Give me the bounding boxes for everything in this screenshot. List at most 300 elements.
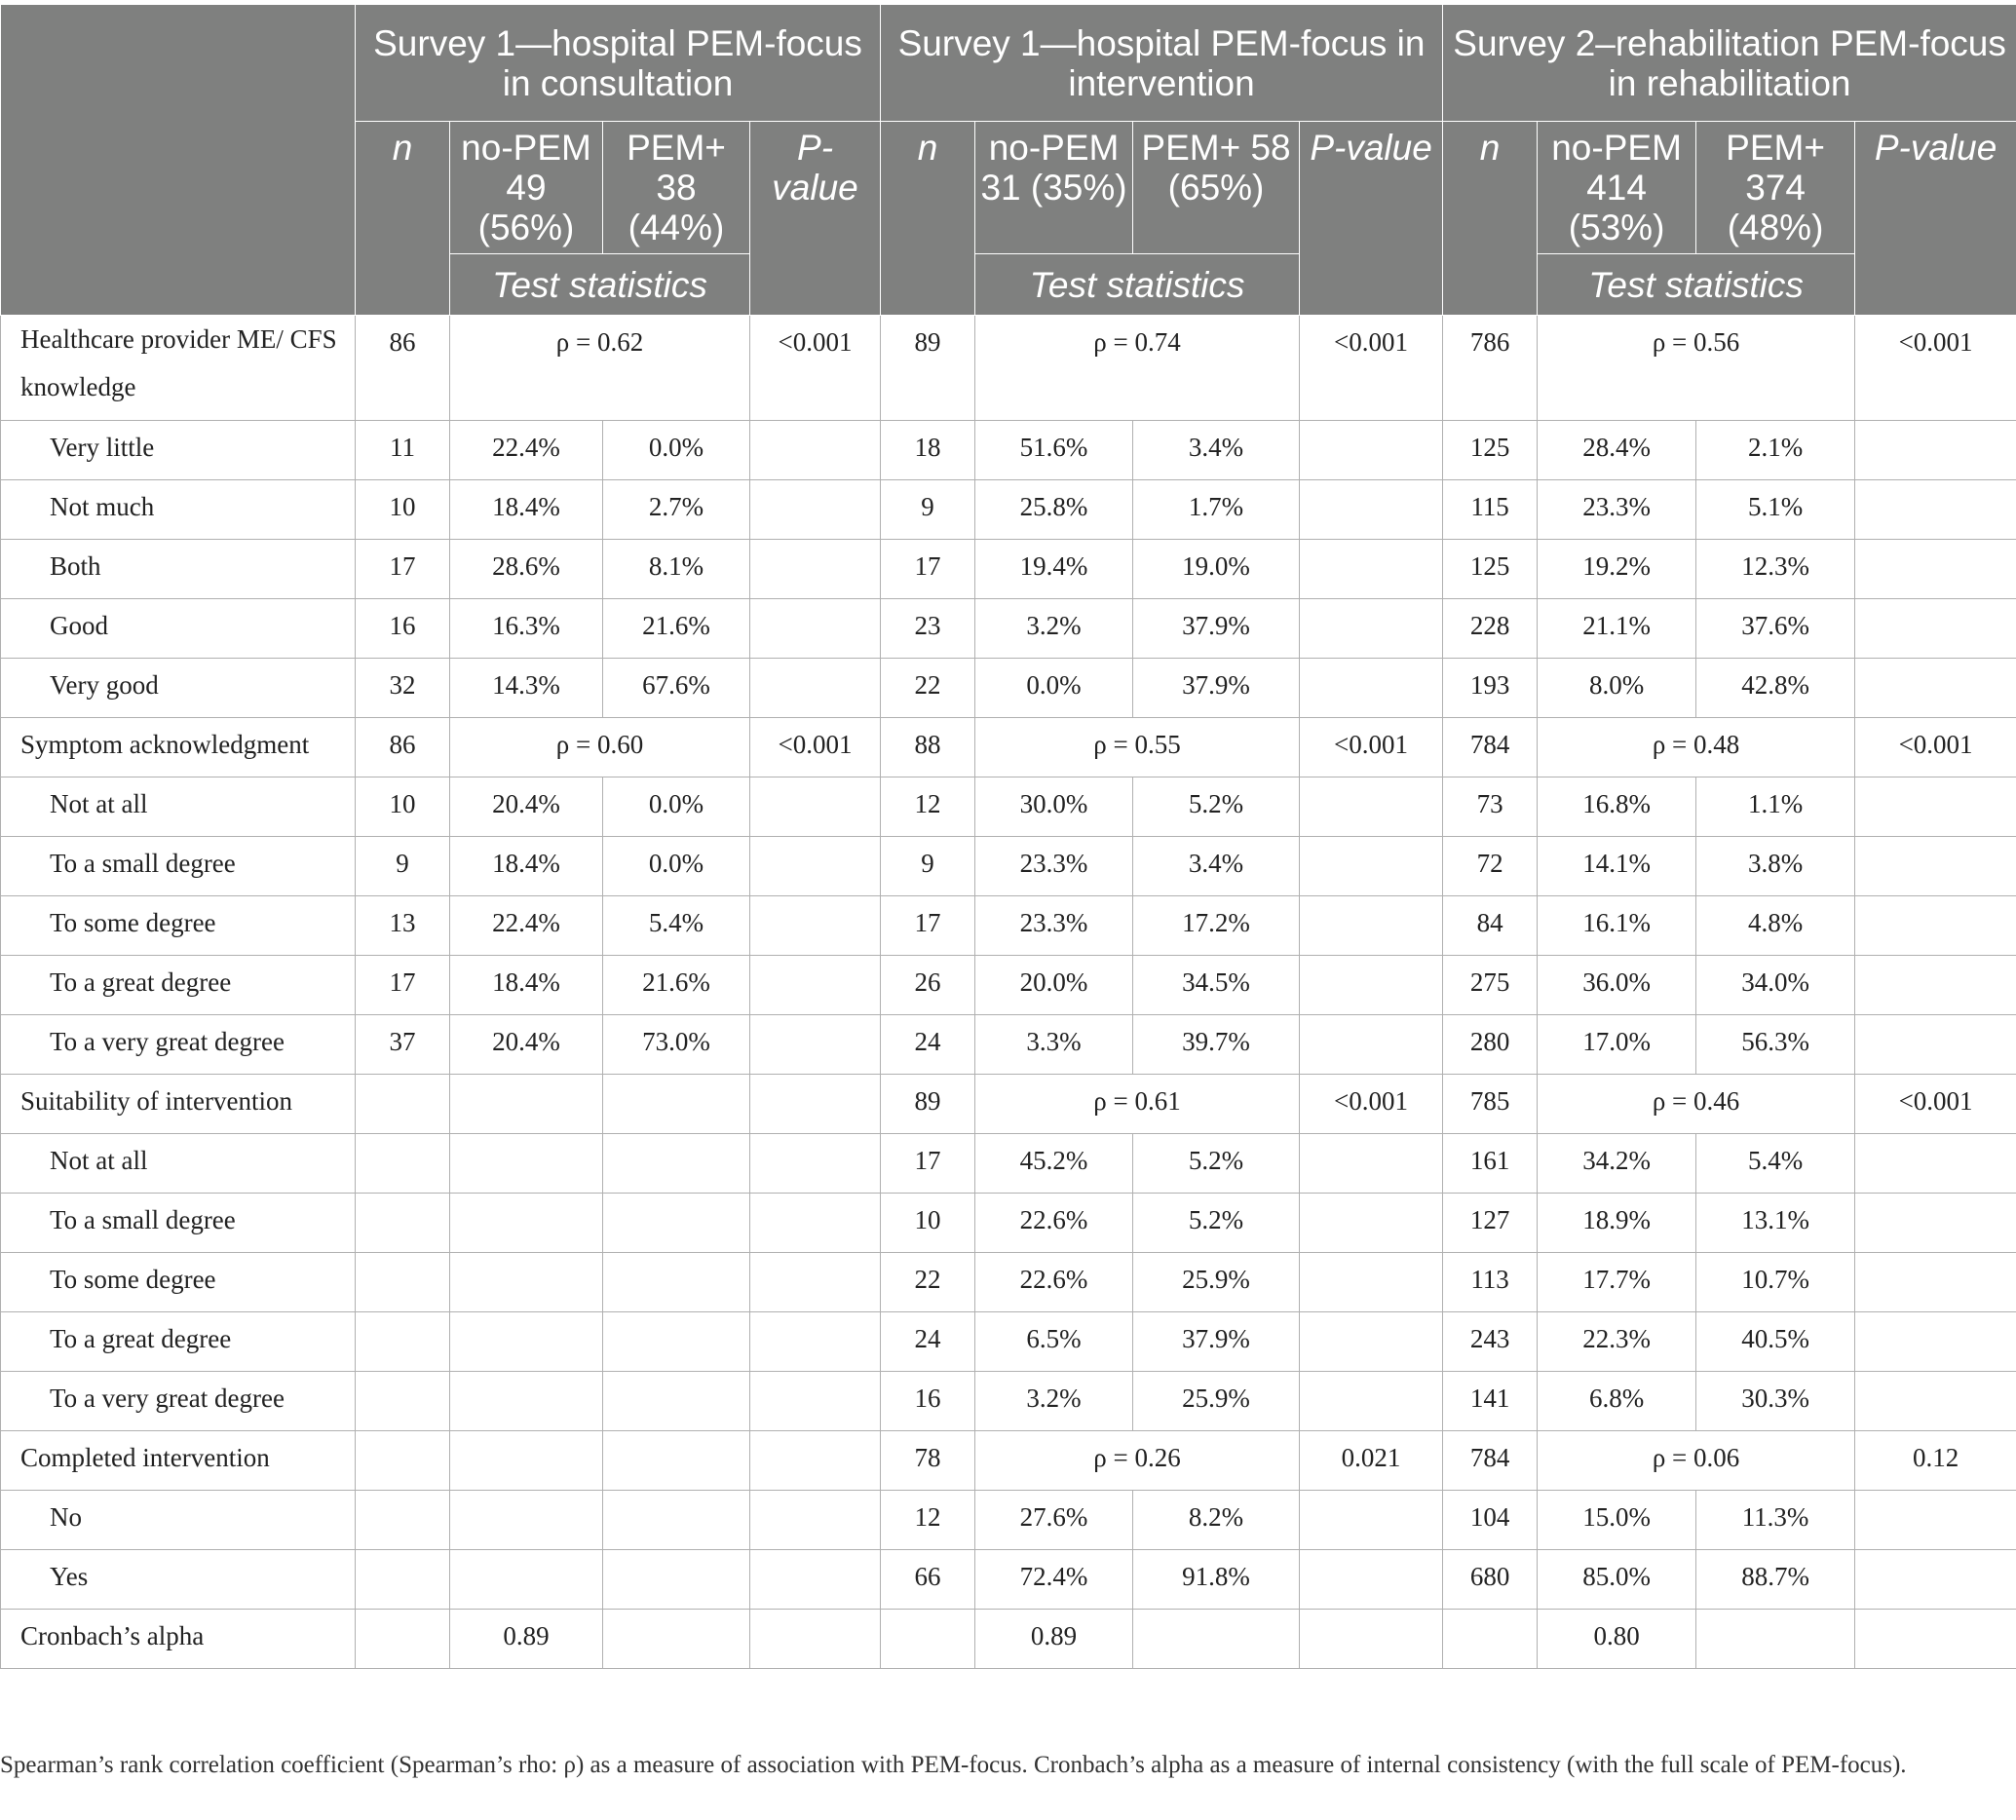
table-cell: 17.2% <box>1133 896 1300 956</box>
table-cell: 18.4% <box>450 956 603 1015</box>
table-cell <box>450 1550 603 1610</box>
table-cell: 3.8% <box>1696 837 1855 896</box>
col-header-nopem: no-PEM 414 (53%) <box>1538 122 1696 254</box>
table-cell: 12.3% <box>1696 540 1855 599</box>
table-cell: 19.0% <box>1133 540 1300 599</box>
table-cell: 127 <box>1443 1194 1538 1253</box>
table-cell <box>1300 1372 1443 1431</box>
table-cell <box>1300 1253 1443 1312</box>
table-cell: 23.3% <box>975 837 1133 896</box>
table-cell: 45.2% <box>975 1134 1133 1194</box>
table-cell: 28.4% <box>1538 421 1696 480</box>
table-cell: ρ = 0.62 <box>450 316 750 421</box>
group-header-intervention: Survey 1—hospital PEM-focus in intervention <box>881 5 1443 122</box>
table-cell <box>750 1075 881 1134</box>
table-cell: 14.1% <box>1538 837 1696 896</box>
col-header-nopem: no-PEM 49 (56%) <box>450 122 603 254</box>
table-cell <box>603 1134 750 1194</box>
table-row <box>1 1431 2016 1491</box>
table-cell: 32 <box>356 659 450 718</box>
table-cell: 36.0% <box>1538 956 1696 1015</box>
table-cell: 18.4% <box>450 837 603 896</box>
table-cell: 42.8% <box>1696 659 1855 718</box>
table-cell: 89 <box>881 1075 975 1134</box>
table-cell <box>1855 599 2016 659</box>
table-cell: 0.0% <box>975 659 1133 718</box>
table-cell: 17 <box>881 1134 975 1194</box>
table-cell <box>750 1372 881 1431</box>
table-cell: 21.6% <box>603 599 750 659</box>
table-cell: 9 <box>881 837 975 896</box>
group-header-rehabilitation: Survey 2–rehabilitation PEM-focus in rehabilitation <box>1443 5 2016 122</box>
table-cell <box>750 540 881 599</box>
table-cell <box>450 1372 603 1431</box>
table-cell <box>1855 421 2016 480</box>
table-cell: 37.9% <box>1133 1312 1300 1372</box>
table-cell: 86 <box>356 316 450 421</box>
table-cell <box>1855 540 2016 599</box>
table-cell: 86 <box>356 718 450 777</box>
table-cell: 5.2% <box>1133 1134 1300 1194</box>
row-label: Very little <box>1 421 356 480</box>
row-label: Cronbach’s alpha <box>1 1610 356 1669</box>
table-cell <box>1855 1253 2016 1312</box>
table-cell: 113 <box>1443 1253 1538 1312</box>
table-cell: 104 <box>1443 1491 1538 1550</box>
row-label: Not at all <box>1 777 356 837</box>
table-cell <box>1300 480 1443 540</box>
table-cell: 12 <box>881 777 975 837</box>
table-cell <box>356 1550 450 1610</box>
table-cell: ρ = 0.26 <box>975 1431 1300 1491</box>
table-cell: 17 <box>881 540 975 599</box>
table-cell: 275 <box>1443 956 1538 1015</box>
table-cell: 16 <box>881 1372 975 1431</box>
table-cell: 72 <box>1443 837 1538 896</box>
table-row <box>1 480 2016 540</box>
table-cell: 20.4% <box>450 777 603 837</box>
col-header-pvalue <box>750 122 881 316</box>
row-label: To some degree <box>1 896 356 956</box>
table-cell: 22 <box>881 659 975 718</box>
table-row <box>1 1312 2016 1372</box>
table-cell: <0.001 <box>1855 718 2016 777</box>
table-cell: 24 <box>881 1015 975 1075</box>
table-cell <box>750 837 881 896</box>
table-cell: 125 <box>1443 421 1538 480</box>
table-cell: 785 <box>1443 1075 1538 1134</box>
table-cell: 37.9% <box>1133 659 1300 718</box>
table-cell: 0.12 <box>1855 1431 2016 1491</box>
col-header-n: n <box>356 122 450 316</box>
col-header-n: n <box>881 122 975 316</box>
table-cell: 0.0% <box>603 837 750 896</box>
table-cell: 18.4% <box>450 480 603 540</box>
table-cell <box>1855 837 2016 896</box>
table-cell: 784 <box>1443 718 1538 777</box>
table-cell: 125 <box>1443 540 1538 599</box>
table-cell: 25.9% <box>1133 1253 1300 1312</box>
row-label: To a small degree <box>1 1194 356 1253</box>
table-cell <box>1300 1134 1443 1194</box>
table-cell <box>603 1491 750 1550</box>
table-cell: 28.6% <box>450 540 603 599</box>
table-cell: 22.4% <box>450 896 603 956</box>
table-cell: 20.0% <box>975 956 1133 1015</box>
table-cell: 22.3% <box>1538 1312 1696 1372</box>
test-statistics-header: Test statistics <box>450 254 750 316</box>
table-cell: 23 <box>881 599 975 659</box>
table-cell: ρ = 0.74 <box>975 316 1300 421</box>
table-cell: <0.001 <box>750 316 881 421</box>
table-cell: 3.2% <box>975 1372 1133 1431</box>
table-cell <box>1133 1610 1300 1669</box>
table-cell: 88 <box>881 718 975 777</box>
table-cell <box>603 1075 750 1134</box>
table-cell: 30.0% <box>975 777 1133 837</box>
table-cell <box>450 1253 603 1312</box>
table-cell <box>1300 837 1443 896</box>
row-label: Not at all <box>1 1134 356 1194</box>
table-row <box>1 1194 2016 1253</box>
table-cell <box>750 956 881 1015</box>
table-cell: 37.6% <box>1696 599 1855 659</box>
table-cell <box>1300 599 1443 659</box>
table-cell <box>750 421 881 480</box>
table-cell <box>603 1550 750 1610</box>
table-row <box>1 1372 2016 1431</box>
table-cell: 73 <box>1443 777 1538 837</box>
table-cell <box>356 1194 450 1253</box>
table-cell <box>356 1312 450 1372</box>
table-cell <box>1696 1610 1855 1669</box>
table-row <box>1 1550 2016 1610</box>
table-cell: 22 <box>881 1253 975 1312</box>
table-cell: 161 <box>1443 1134 1538 1194</box>
table-cell: 16.1% <box>1538 896 1696 956</box>
col-header-pemplus: PEM+ 38 (44%) <box>603 122 750 254</box>
table-cell: 3.4% <box>1133 421 1300 480</box>
table-cell <box>1855 1312 2016 1372</box>
table-cell: <0.001 <box>1300 1075 1443 1134</box>
table-cell: 78 <box>881 1431 975 1491</box>
table-cell <box>750 1015 881 1075</box>
table-cell: 18.9% <box>1538 1194 1696 1253</box>
table-cell <box>1300 896 1443 956</box>
table-cell: 25.9% <box>1133 1372 1300 1431</box>
table-cell: 21.1% <box>1538 599 1696 659</box>
table-cell <box>750 480 881 540</box>
table-cell: 20.4% <box>450 1015 603 1075</box>
table-cell <box>450 1194 603 1253</box>
table-cell: 91.8% <box>1133 1550 1300 1610</box>
table-cell <box>356 1431 450 1491</box>
test-statistics-header: Test statistics <box>1538 254 1855 316</box>
table-cell: 5.2% <box>1133 1194 1300 1253</box>
table-cell <box>1855 1372 2016 1431</box>
table-row <box>1 956 2016 1015</box>
table-cell <box>1300 1610 1443 1669</box>
table-cell: 115 <box>1443 480 1538 540</box>
table-cell: 12 <box>881 1491 975 1550</box>
table-cell <box>603 1610 750 1669</box>
table-cell <box>750 1134 881 1194</box>
pvalue-text: P-value <box>1874 128 1997 168</box>
table-cell: 0.0% <box>603 421 750 480</box>
table-header <box>1 5 2016 316</box>
table-cell: 85.0% <box>1538 1550 1696 1610</box>
table-cell: 0.021 <box>1300 1431 1443 1491</box>
table-cell <box>1855 1015 2016 1075</box>
table-cell: 3.2% <box>975 599 1133 659</box>
table-cell <box>603 1312 750 1372</box>
table-cell: 11 <box>356 421 450 480</box>
table-cell <box>750 1312 881 1372</box>
table-cell: 0.80 <box>1538 1610 1696 1669</box>
table-cell <box>1300 1550 1443 1610</box>
table-cell <box>1300 1491 1443 1550</box>
table-cell: 4.8% <box>1696 896 1855 956</box>
table-cell: 10 <box>356 480 450 540</box>
table-cell: 18 <box>881 421 975 480</box>
table-cell <box>750 896 881 956</box>
table-cell <box>750 777 881 837</box>
table-cell <box>1443 1610 1538 1669</box>
col-header-pvalue <box>1855 122 2016 316</box>
table-cell: 5.2% <box>1133 777 1300 837</box>
pvalue-text: P-value <box>772 128 858 208</box>
table-cell: 56.3% <box>1696 1015 1855 1075</box>
table-cell <box>603 1372 750 1431</box>
table-cell: 3.4% <box>1133 837 1300 896</box>
table-cell <box>1300 540 1443 599</box>
row-label: Completed intervention <box>1 1431 356 1491</box>
table-cell: 141 <box>1443 1372 1538 1431</box>
table-cell <box>750 599 881 659</box>
row-label: Symptom acknowledgment <box>1 718 356 777</box>
table-cell: 228 <box>1443 599 1538 659</box>
table-cell <box>1300 777 1443 837</box>
table-cell <box>356 1610 450 1669</box>
table-cell: ρ = 0.61 <box>975 1075 1300 1134</box>
table-cell <box>750 1194 881 1253</box>
row-label: Both <box>1 540 356 599</box>
table-row <box>1 1075 2016 1134</box>
table-cell <box>356 1134 450 1194</box>
table-row <box>1 896 2016 956</box>
table-cell: 17 <box>356 540 450 599</box>
header-corner <box>1 5 356 316</box>
table-row <box>1 599 2016 659</box>
table-cell: 11.3% <box>1696 1491 1855 1550</box>
table-cell <box>750 1253 881 1312</box>
table-cell: ρ = 0.06 <box>1538 1431 1855 1491</box>
row-label: Very good <box>1 659 356 718</box>
row-label: Yes <box>1 1550 356 1610</box>
row-label: To a small degree <box>1 837 356 896</box>
table-cell: 13 <box>356 896 450 956</box>
col-header-nopem: no-PEM 31 (35%) <box>975 122 1133 254</box>
table-cell <box>356 1075 450 1134</box>
pvalue-text: P-value <box>1310 128 1432 168</box>
table-cell: 22.4% <box>450 421 603 480</box>
table-cell <box>1855 1610 2016 1669</box>
table-cell <box>450 1075 603 1134</box>
table-cell: 72.4% <box>975 1550 1133 1610</box>
table-cell: ρ = 0.46 <box>1538 1075 1855 1134</box>
group-header-consultation: Survey 1—hospital PEM-focus in consultation <box>356 5 881 122</box>
test-statistics-header: Test statistics <box>975 254 1300 316</box>
table-cell <box>750 1610 881 1669</box>
row-label: To a great degree <box>1 956 356 1015</box>
table-cell: 73.0% <box>603 1015 750 1075</box>
table-cell: 5.1% <box>1696 480 1855 540</box>
row-label: Not much <box>1 480 356 540</box>
table-cell: 88.7% <box>1696 1550 1855 1610</box>
table-row <box>1 316 2016 421</box>
table-cell <box>356 1491 450 1550</box>
table-footnote: Spearman’s rank correlation coefficient (Spearman’s rho: ρ) as a measure of association with PEM-focus. Cronbach’s alpha as a measure of internal consistency (with the full scale of PEM-focus). <box>0 1752 1907 1778</box>
table-cell <box>750 659 881 718</box>
table-cell: 14.3% <box>450 659 603 718</box>
table-cell: 6.8% <box>1538 1372 1696 1431</box>
table-row <box>1 1134 2016 1194</box>
table-cell <box>1300 421 1443 480</box>
table-cell: ρ = 0.56 <box>1538 316 1855 421</box>
table-cell: 17 <box>356 956 450 1015</box>
table-cell: 10 <box>881 1194 975 1253</box>
table-cell <box>750 1550 881 1610</box>
row-label: Suitability of intervention <box>1 1075 356 1134</box>
table-cell: 24 <box>881 1312 975 1372</box>
table-cell: <0.001 <box>1855 316 2016 421</box>
table-cell: 17 <box>881 896 975 956</box>
table-cell: ρ = 0.55 <box>975 718 1300 777</box>
table-row <box>1 1253 2016 1312</box>
table-cell: 8.2% <box>1133 1491 1300 1550</box>
table-cell <box>356 1372 450 1431</box>
table-row <box>1 1015 2016 1075</box>
table-cell: 37.9% <box>1133 599 1300 659</box>
table-cell: 5.4% <box>1696 1134 1855 1194</box>
table-cell: 89 <box>881 316 975 421</box>
table-cell: 15.0% <box>1538 1491 1696 1550</box>
table-cell <box>1300 1194 1443 1253</box>
table-cell: 27.6% <box>975 1491 1133 1550</box>
table-cell: 34.2% <box>1538 1134 1696 1194</box>
table-cell: 1.7% <box>1133 480 1300 540</box>
table-cell: 66 <box>881 1550 975 1610</box>
table-cell <box>750 1491 881 1550</box>
table-cell: 0.89 <box>450 1610 603 1669</box>
table-cell: <0.001 <box>750 718 881 777</box>
table-cell: 51.6% <box>975 421 1133 480</box>
table-cell <box>1855 777 2016 837</box>
table-cell: 3.3% <box>975 1015 1133 1075</box>
header-row-groups <box>1 5 2016 122</box>
table-row <box>1 777 2016 837</box>
table-cell <box>1855 896 2016 956</box>
table-cell: 280 <box>1443 1015 1538 1075</box>
table-cell: 786 <box>1443 316 1538 421</box>
table-row <box>1 1610 2016 1669</box>
table-cell <box>450 1491 603 1550</box>
table-cell: 26 <box>881 956 975 1015</box>
table-cell <box>1300 956 1443 1015</box>
table-cell: 9 <box>356 837 450 896</box>
table-cell <box>1855 1491 2016 1550</box>
col-header-n: n <box>1443 122 1538 316</box>
table-cell <box>603 1431 750 1491</box>
table-cell: 40.5% <box>1696 1312 1855 1372</box>
table-cell: 19.2% <box>1538 540 1696 599</box>
table-cell: 6.5% <box>975 1312 1133 1372</box>
row-label: To a very great degree <box>1 1015 356 1075</box>
col-header-pemplus: PEM+ 374 (48%) <box>1696 122 1855 254</box>
table-cell: 8.1% <box>603 540 750 599</box>
table-cell: 680 <box>1443 1550 1538 1610</box>
table-cell: 84 <box>1443 896 1538 956</box>
table-cell <box>1855 1194 2016 1253</box>
table-body <box>1 316 2016 1669</box>
table-cell <box>603 1253 750 1312</box>
table-cell: 0.0% <box>603 777 750 837</box>
row-label: To a very great degree <box>1 1372 356 1431</box>
row-label: To some degree <box>1 1253 356 1312</box>
col-header-pvalue <box>1300 122 1443 316</box>
table-cell: 16 <box>356 599 450 659</box>
table-cell: 37 <box>356 1015 450 1075</box>
table-cell: 2.7% <box>603 480 750 540</box>
table-cell <box>1300 1015 1443 1075</box>
table-cell: 2.1% <box>1696 421 1855 480</box>
table-row <box>1 718 2016 777</box>
table-cell <box>1855 659 2016 718</box>
table-cell <box>450 1312 603 1372</box>
table-cell: 193 <box>1443 659 1538 718</box>
table-cell: 0.89 <box>975 1610 1133 1669</box>
table-cell: 17.7% <box>1538 1253 1696 1312</box>
table-cell: 19.4% <box>975 540 1133 599</box>
table-row <box>1 421 2016 480</box>
table-cell <box>450 1134 603 1194</box>
table-row <box>1 659 2016 718</box>
table-cell: ρ = 0.60 <box>450 718 750 777</box>
table-cell: 34.5% <box>1133 956 1300 1015</box>
table-cell: 23.3% <box>975 896 1133 956</box>
table-cell: 243 <box>1443 1312 1538 1372</box>
table-cell: 9 <box>881 480 975 540</box>
table-cell: 10 <box>356 777 450 837</box>
table-cell: 30.3% <box>1696 1372 1855 1431</box>
row-label: Good <box>1 599 356 659</box>
table-cell: 784 <box>1443 1431 1538 1491</box>
table-cell: <0.001 <box>1300 316 1443 421</box>
row-label: No <box>1 1491 356 1550</box>
table-cell: 8.0% <box>1538 659 1696 718</box>
table-cell: 23.3% <box>1538 480 1696 540</box>
table-cell <box>450 1431 603 1491</box>
table-cell: ρ = 0.48 <box>1538 718 1855 777</box>
table-cell: 34.0% <box>1696 956 1855 1015</box>
table-cell <box>1855 480 2016 540</box>
table-cell: 22.6% <box>975 1253 1133 1312</box>
table-cell <box>356 1253 450 1312</box>
table-cell: 16.8% <box>1538 777 1696 837</box>
table-cell: 10.7% <box>1696 1253 1855 1312</box>
table-cell: 13.1% <box>1696 1194 1855 1253</box>
table-cell <box>1300 659 1443 718</box>
